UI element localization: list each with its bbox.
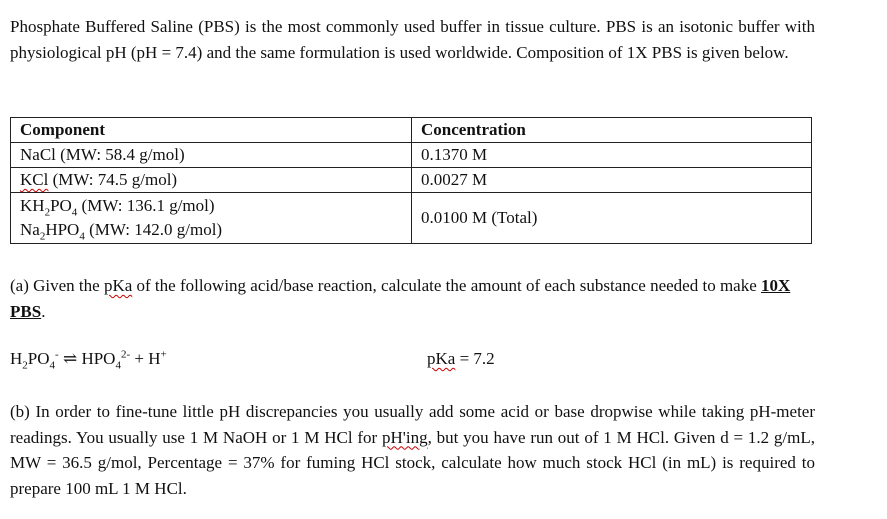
equilibrium-arrow-icon: ⇌ (58, 349, 82, 368)
kcl-mw-text: (MW: 74.5 g/mol) (48, 170, 178, 189)
equilibrium-equation: $H_2PO_4^-$ ⇌ $HPO_4^{2-} + H^+$ (10, 348, 167, 372)
table-row (11, 193, 812, 244)
part-b-question: (b) In order to fine-tune little pH discrepancies you usually add some acid or base dropwise while taking pH-meter readings. You usually use 1 M NaOH or 1 M HCl for pH'ing, but you have run out of 1 M HCl. Given d = 1.2 g/mL, MW = 36.5 g/mol, Percentage = 37% for fuming HCl stock, calculate how much stock HCl (in mL) is required to prepare 100 mL 1 M HCl. (10, 402, 816, 498)
header-component: Component (11, 118, 412, 143)
pbs-composition-table (10, 117, 812, 244)
table-row (11, 143, 812, 168)
phing-word: pH'ing (382, 427, 428, 447)
cell-concentration-total: 0.0100 M (Total) (412, 193, 812, 244)
pka-label: pKa (427, 349, 456, 368)
cell-concentration: 0.0027 M (412, 168, 812, 193)
kh2po4-line: $KH_2PO_4$ (MW: 136.1 g/mol) (20, 196, 215, 219)
cell-concentration: 0.1370 M (412, 143, 812, 168)
na2hpo4-line: $Na_2HPO_4$ (MW: 142.0 g/mol) (20, 220, 223, 243)
cell-component: NaCl (MW: 58.4 g/mol) (11, 143, 412, 168)
header-concentration: Concentration (412, 118, 812, 143)
pka-value: pKa = 7.2 (427, 349, 495, 368)
table-header-row (11, 118, 812, 143)
target-10x-pbs: 10X PBS (10, 276, 791, 321)
pka-word: pKa (103, 276, 133, 295)
kcl-text: KCl (20, 170, 49, 189)
cell-component (11, 168, 412, 193)
table-row (11, 168, 812, 193)
part-a-question: (a) Given the pKa of the following acid/base reaction, calculate the amount of each substance needed to make 10X PBS. (10, 276, 791, 321)
intro-paragraph: Phosphate Buffered Saline (PBS) is the most commonly used buffer in tissue culture. PBS is an isotonic buffer with physiological pH (pH = 7.4) and the same formulation is used worldwide. Composition of 1X PBS is given below. (10, 17, 815, 62)
cell-component-phosphates (11, 193, 412, 244)
